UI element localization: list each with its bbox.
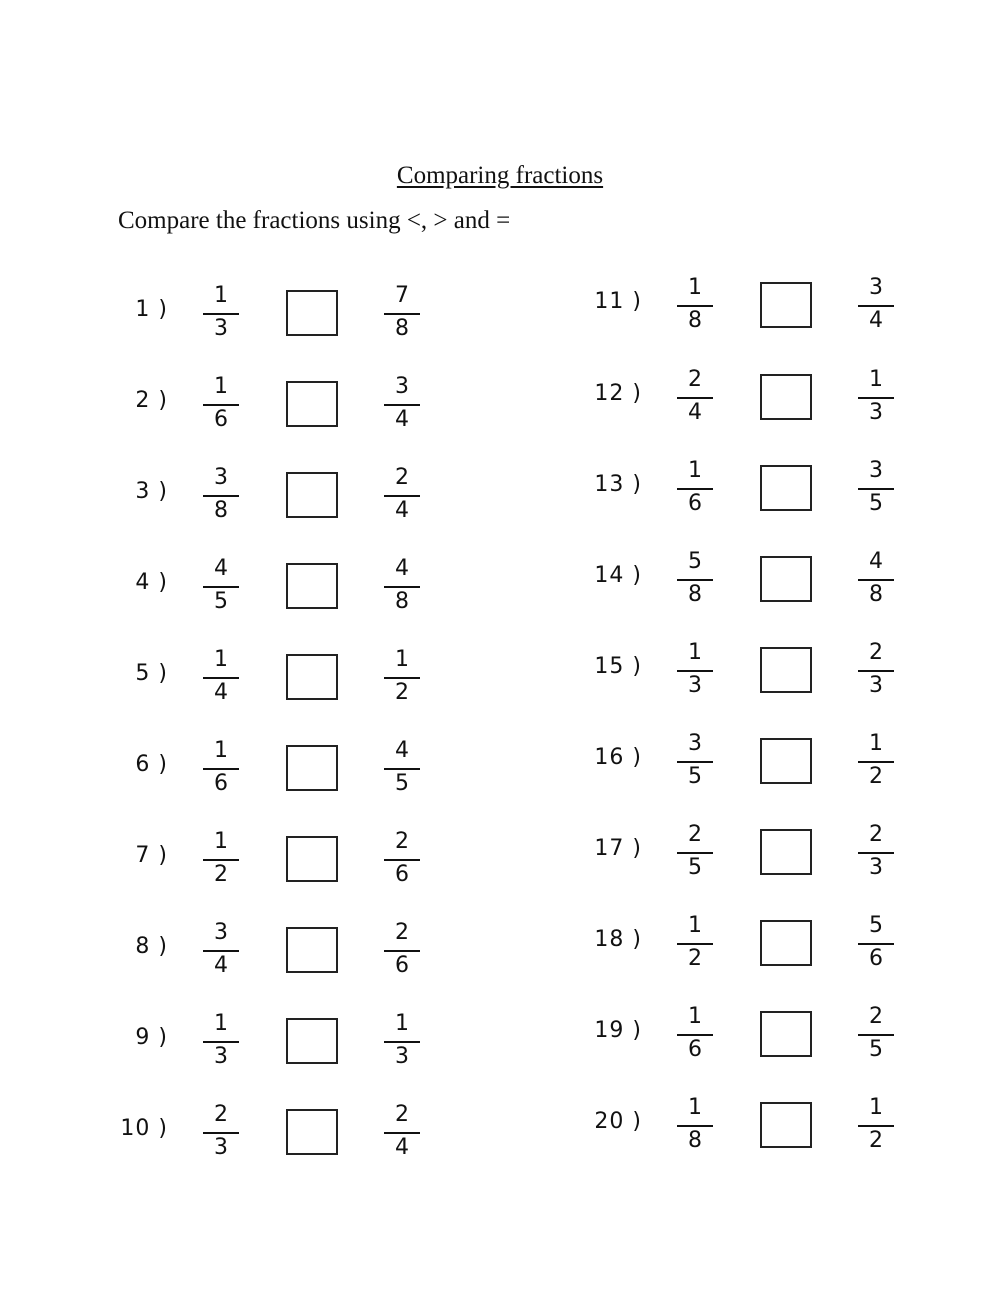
problem-number: 19 ) <box>594 1018 642 1043</box>
fraction-bar <box>677 397 713 399</box>
problem-number: 3 ) <box>135 479 168 504</box>
answer-box[interactable] <box>286 290 338 336</box>
numerator: 5 <box>869 913 883 938</box>
fraction-left <box>675 1095 715 1155</box>
fraction-left <box>675 458 715 518</box>
problem-number: 6 ) <box>135 752 168 777</box>
fraction-bar <box>203 313 239 315</box>
denominator: 6 <box>214 771 228 796</box>
worksheet-title: Comparing fractions <box>396 162 604 189</box>
fraction-bar <box>203 1041 239 1043</box>
numerator: 1 <box>869 731 883 756</box>
answer-box[interactable] <box>760 738 812 784</box>
fraction-bar <box>858 852 894 854</box>
numerator: 1 <box>688 640 702 665</box>
problem-5 <box>114 647 444 707</box>
numerator: 1 <box>214 647 228 672</box>
problem-number: 20 ) <box>594 1109 642 1134</box>
problem-number: 8 ) <box>135 934 168 959</box>
problem-15 <box>588 640 918 700</box>
numerator: 2 <box>869 640 883 665</box>
numerator: 2 <box>395 465 409 490</box>
problem-20 <box>588 1095 918 1155</box>
problem-number: 4 ) <box>135 570 168 595</box>
fraction-bar <box>203 404 239 406</box>
problem-9 <box>114 1011 444 1071</box>
fraction-right <box>856 1095 896 1155</box>
fraction-left <box>201 1102 241 1162</box>
denominator: 4 <box>869 308 883 333</box>
fraction-right <box>856 822 896 882</box>
denominator: 5 <box>869 491 883 516</box>
fraction-bar <box>677 761 713 763</box>
fraction-bar <box>677 943 713 945</box>
fraction-bar <box>677 1034 713 1036</box>
denominator: 8 <box>688 1128 702 1153</box>
denominator: 4 <box>395 498 409 523</box>
fraction-bar <box>858 397 894 399</box>
fraction-left <box>201 647 241 707</box>
denominator: 3 <box>214 1044 228 1069</box>
numerator: 4 <box>395 556 409 581</box>
answer-box[interactable] <box>286 472 338 518</box>
fraction-right <box>382 1011 422 1071</box>
fraction-bar <box>858 1125 894 1127</box>
problem-number: 9 ) <box>135 1025 168 1050</box>
fraction-bar <box>203 586 239 588</box>
numerator: 1 <box>214 738 228 763</box>
numerator: 1 <box>869 367 883 392</box>
numerator: 5 <box>688 549 702 574</box>
fraction-left <box>201 465 241 525</box>
fraction-right <box>382 920 422 980</box>
numerator: 1 <box>395 1011 409 1036</box>
answer-box[interactable] <box>286 745 338 791</box>
denominator: 2 <box>395 680 409 705</box>
fraction-left <box>675 549 715 609</box>
denominator: 5 <box>869 1037 883 1062</box>
fraction-bar <box>384 404 420 406</box>
answer-box[interactable] <box>286 836 338 882</box>
fraction-bar <box>858 943 894 945</box>
fraction-bar <box>677 852 713 854</box>
numerator: 1 <box>395 647 409 672</box>
fraction-right <box>382 1102 422 1162</box>
numerator: 3 <box>869 275 883 300</box>
answer-box[interactable] <box>286 563 338 609</box>
fraction-right <box>856 640 896 700</box>
fraction-bar <box>384 495 420 497</box>
fraction-bar <box>677 579 713 581</box>
numerator: 1 <box>688 275 702 300</box>
numerator: 7 <box>395 283 409 308</box>
denominator: 2 <box>214 862 228 887</box>
denominator: 8 <box>688 308 702 333</box>
denominator: 4 <box>395 407 409 432</box>
answer-box[interactable] <box>760 1011 812 1057</box>
fraction-bar <box>384 677 420 679</box>
answer-box[interactable] <box>286 1109 338 1155</box>
denominator: 4 <box>214 680 228 705</box>
fraction-bar <box>677 305 713 307</box>
numerator: 1 <box>688 1095 702 1120</box>
numerator: 1 <box>214 1011 228 1036</box>
denominator: 8 <box>688 582 702 607</box>
numerator: 1 <box>688 1004 702 1029</box>
denominator: 8 <box>395 316 409 341</box>
fraction-right <box>382 738 422 798</box>
fraction-bar <box>858 488 894 490</box>
denominator: 3 <box>869 673 883 698</box>
denominator: 8 <box>214 498 228 523</box>
problem-number: 16 ) <box>594 745 642 770</box>
numerator: 1 <box>688 458 702 483</box>
denominator: 4 <box>688 400 702 425</box>
fraction-left <box>201 374 241 434</box>
numerator: 3 <box>214 465 228 490</box>
fraction-right <box>382 465 422 525</box>
problem-number: 2 ) <box>135 388 168 413</box>
fraction-bar <box>384 768 420 770</box>
fraction-bar <box>384 1041 420 1043</box>
denominator: 6 <box>688 1037 702 1062</box>
denominator: 3 <box>869 400 883 425</box>
denominator: 6 <box>688 491 702 516</box>
problem-number: 7 ) <box>135 843 168 868</box>
problem-number: 15 ) <box>594 654 642 679</box>
answer-box[interactable] <box>286 927 338 973</box>
fraction-bar <box>203 1132 239 1134</box>
denominator: 6 <box>214 407 228 432</box>
numerator: 2 <box>395 1102 409 1127</box>
fraction-right <box>856 549 896 609</box>
fraction-left <box>675 367 715 427</box>
numerator: 1 <box>214 374 228 399</box>
denominator: 2 <box>688 946 702 971</box>
fraction-left <box>675 640 715 700</box>
answer-box[interactable] <box>286 654 338 700</box>
denominator: 5 <box>688 855 702 880</box>
fraction-left <box>201 556 241 616</box>
answer-box[interactable] <box>760 374 812 420</box>
problem-18 <box>588 913 918 973</box>
numerator: 2 <box>395 920 409 945</box>
problem-12 <box>588 367 918 427</box>
fraction-left <box>201 829 241 889</box>
answer-box[interactable] <box>760 282 812 328</box>
denominator: 5 <box>214 589 228 614</box>
fraction-bar <box>677 1125 713 1127</box>
fraction-right <box>856 731 896 791</box>
numerator: 2 <box>869 822 883 847</box>
denominator: 8 <box>395 589 409 614</box>
answer-box[interactable] <box>760 829 812 875</box>
fraction-bar <box>384 1132 420 1134</box>
fraction-right <box>382 374 422 434</box>
fraction-left <box>675 913 715 973</box>
numerator: 2 <box>395 829 409 854</box>
problem-number: 1 ) <box>135 297 168 322</box>
fraction-bar <box>203 950 239 952</box>
denominator: 6 <box>395 953 409 978</box>
numerator: 2 <box>688 822 702 847</box>
numerator: 3 <box>395 374 409 399</box>
problem-7 <box>114 829 444 889</box>
numerator: 1 <box>214 283 228 308</box>
problem-number: 5 ) <box>135 661 168 686</box>
answer-box[interactable] <box>760 920 812 966</box>
numerator: 4 <box>395 738 409 763</box>
problem-10 <box>114 1102 444 1162</box>
fraction-bar <box>677 488 713 490</box>
denominator: 6 <box>395 862 409 887</box>
fraction-bar <box>858 761 894 763</box>
problem-19 <box>588 1004 918 1064</box>
fraction-bar <box>384 313 420 315</box>
fraction-left <box>201 920 241 980</box>
fraction-bar <box>858 670 894 672</box>
problem-17 <box>588 822 918 882</box>
fraction-bar <box>203 768 239 770</box>
numerator: 2 <box>688 367 702 392</box>
problem-13 <box>588 458 918 518</box>
numerator: 4 <box>869 549 883 574</box>
problem-1 <box>114 283 444 343</box>
instructions-text: Compare the fractions using <, > and = <box>118 207 511 234</box>
fraction-bar <box>203 677 239 679</box>
fraction-left <box>675 1004 715 1064</box>
fraction-right <box>382 829 422 889</box>
problem-8 <box>114 920 444 980</box>
fraction-right <box>856 1004 896 1064</box>
denominator: 3 <box>688 673 702 698</box>
problem-number: 13 ) <box>594 472 642 497</box>
problem-16 <box>588 731 918 791</box>
problem-2 <box>114 374 444 434</box>
numerator: 2 <box>869 1004 883 1029</box>
denominator: 8 <box>869 582 883 607</box>
numerator: 4 <box>214 556 228 581</box>
denominator: 3 <box>869 855 883 880</box>
problem-number: 10 ) <box>120 1116 168 1141</box>
fraction-bar <box>203 859 239 861</box>
denominator: 3 <box>214 1135 228 1160</box>
answer-box[interactable] <box>760 1102 812 1148</box>
denominator: 4 <box>214 953 228 978</box>
answer-box[interactable] <box>760 647 812 693</box>
answer-box[interactable] <box>760 556 812 602</box>
numerator: 1 <box>869 1095 883 1120</box>
fraction-right <box>856 275 896 335</box>
denominator: 2 <box>869 1128 883 1153</box>
problem-number: 18 ) <box>594 927 642 952</box>
answer-box[interactable] <box>760 465 812 511</box>
fraction-left <box>675 822 715 882</box>
fraction-bar <box>858 1034 894 1036</box>
numerator: 3 <box>214 920 228 945</box>
problem-number: 14 ) <box>594 563 642 588</box>
numerator: 3 <box>869 458 883 483</box>
denominator: 6 <box>869 946 883 971</box>
problem-3 <box>114 465 444 525</box>
fraction-right <box>856 367 896 427</box>
denominator: 3 <box>395 1044 409 1069</box>
fraction-right <box>382 556 422 616</box>
problem-number: 11 ) <box>594 289 642 314</box>
denominator: 2 <box>869 764 883 789</box>
fraction-bar <box>203 495 239 497</box>
fraction-left <box>675 731 715 791</box>
fraction-bar <box>858 579 894 581</box>
denominator: 4 <box>395 1135 409 1160</box>
denominator: 5 <box>688 764 702 789</box>
fraction-right <box>856 913 896 973</box>
numerator: 2 <box>214 1102 228 1127</box>
fraction-right <box>856 458 896 518</box>
answer-box[interactable] <box>286 381 338 427</box>
fraction-left <box>201 738 241 798</box>
problem-number: 12 ) <box>594 381 642 406</box>
problem-number: 17 ) <box>594 836 642 861</box>
problem-11 <box>588 275 918 335</box>
numerator: 1 <box>214 829 228 854</box>
fraction-left <box>201 1011 241 1071</box>
numerator: 3 <box>688 731 702 756</box>
fraction-bar <box>384 950 420 952</box>
problem-14 <box>588 549 918 609</box>
fraction-right <box>382 283 422 343</box>
fraction-left <box>675 275 715 335</box>
fraction-bar <box>384 859 420 861</box>
fraction-left <box>201 283 241 343</box>
numerator: 1 <box>688 913 702 938</box>
problem-4 <box>114 556 444 616</box>
fraction-bar <box>384 586 420 588</box>
problem-6 <box>114 738 444 798</box>
fraction-bar <box>677 670 713 672</box>
fraction-right <box>382 647 422 707</box>
denominator: 5 <box>395 771 409 796</box>
fraction-bar <box>858 305 894 307</box>
denominator: 3 <box>214 316 228 341</box>
answer-box[interactable] <box>286 1018 338 1064</box>
